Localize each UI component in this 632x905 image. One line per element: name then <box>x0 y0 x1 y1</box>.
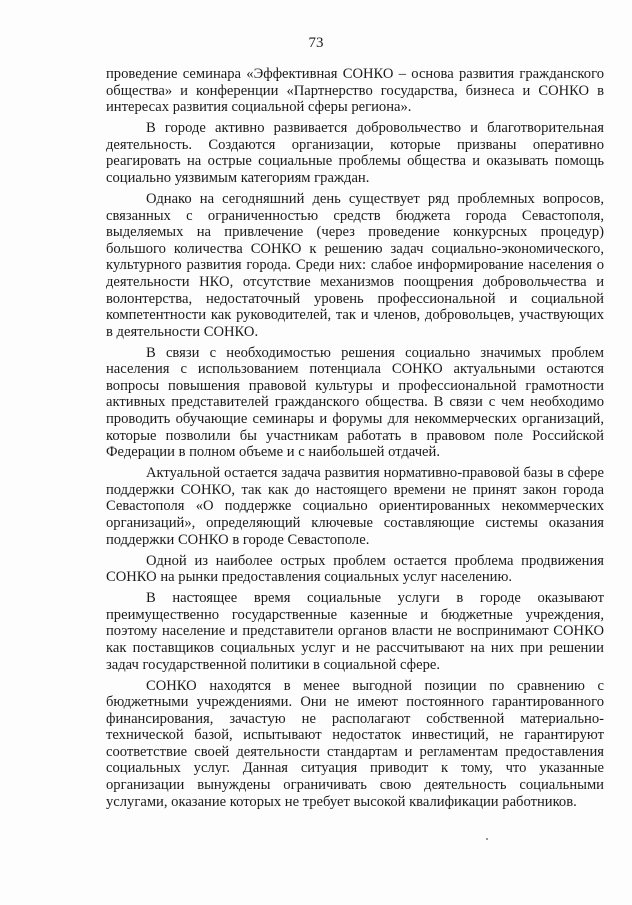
paragraph-state-providers: В настоящее время социальные услуги в городе оказывают преимущественно государственные казенные и бюджетные учреждения, поэтому население и представители органов власти не воспринимают СОНКО как поставщиков социальных услуг и не рассчитывают на них при решении задач государственной политики в социальной сфере. <box>106 590 604 673</box>
paragraph-legal-culture: В связи с необходимостью решения социально значимых проблем населения с использованием потенциала СОНКО актуальными остаются вопросы повышения правовой культуры и профессиональной грамотности активных представителей гражданского общества. В связи с чем необходимо проводить обучающие семинары и форумы для некоммерческих организаций, которые позволили бы участникам работать в правовом поле Российской Федерации в полном объеме и с наибольшей отдачей. <box>106 344 604 461</box>
document-body <box>106 66 604 815</box>
page-number: 73 <box>308 35 324 51</box>
paragraph-market-promotion: Одной из наиболее острых проблем остается проблема продвижения СОНКО на рынки предоставления социальных услуг населению. <box>106 552 604 586</box>
scan-speck <box>486 838 488 840</box>
paragraph-disadvantage: СОНКО находятся в менее выгодной позиции по сравнению с бюджетными учреждениями. Они не имеют постоянного гарантированного финансирования, зачастую не располагают собственной материально-технической базой, испытывают недостаток инвестиций, не гарантируют соответствие своей деятельности стандартам и регламентам предоставления социальных услуг. Данная ситуация приводит к тому, что указанные организации вынуждены ограничивать свою деятельность социальными услугами, оказание которых не требует высокой квалификации работников. <box>106 677 604 810</box>
paragraph-seminar: проведение семинара «Эффективная СОНКО – основа развития гражданского общества» и конференции «Партнерство государства, бизнеса и СОНКО в интересах развития социальной сферы региона». <box>106 66 604 116</box>
paragraph-problems: Однако на сегодняшний день существует ряд проблемных вопросов, связанных с ограниченностью средств бюджета города Севастополя, выделяемых на привлечение (через проведение конкурсных процедур) большого количества СОНКО к решению задач социально-экономического, культурного развития города. Среди них: слабое информирование населения о деятельности НКО, отсутствие механизмов поощрения добровольчества и волонтерства, недостаточный уровень профессиональной и социальной компетентности как руководителей, так и членов, добровольцев, участвующих в деятельности СОНКО. <box>106 190 604 340</box>
paragraph-legal-base: Актуальной остается задача развития нормативно-правовой базы в сфере поддержки СОНКО, так как до настоящего времени не принят закон города Севастополя «О поддержке социально ориентированных некоммерческих организаций», определяющий ключевые составляющие системы оказания поддержки СОНКО в городе Севастополе. <box>106 465 604 548</box>
paragraph-volunteering: В городе активно развивается добровольчество и благотворительная деятельность. Создаются организации, которые призваны оперативно реагировать на острые социальные проблемы общества и оказывать помощь социально уязвимым категориям граждан. <box>106 120 604 186</box>
